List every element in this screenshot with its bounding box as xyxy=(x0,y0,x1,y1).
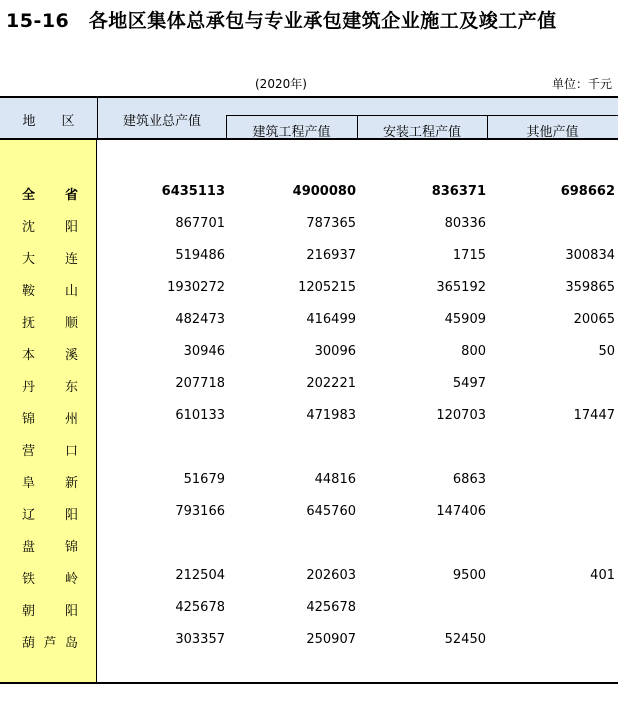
table-row xyxy=(0,496,618,528)
table-row xyxy=(0,336,618,368)
cell-installation: 9500 xyxy=(452,568,486,583)
cell-construction: 202603 xyxy=(306,568,356,583)
region-name xyxy=(22,248,78,267)
region-name-char: 营 xyxy=(22,444,36,459)
cell-installation: 6863 xyxy=(452,472,486,487)
cell-other: 300834 xyxy=(565,248,615,263)
region-name xyxy=(22,280,78,299)
cell-total: 6435113 xyxy=(161,184,225,199)
header-total: 建筑业总产值 xyxy=(122,114,201,129)
cell-construction: 216937 xyxy=(306,248,356,263)
region-name-char: 新 xyxy=(64,476,78,491)
region-name-char: 岭 xyxy=(64,572,78,587)
table-row xyxy=(0,464,618,496)
region-name xyxy=(22,344,78,363)
region-name-char: 葫 xyxy=(22,636,36,651)
cell-construction: 30096 xyxy=(314,344,356,359)
table-row xyxy=(0,528,618,560)
cell-construction: 471983 xyxy=(306,408,356,423)
table-header xyxy=(0,96,618,140)
cell-construction: 44816 xyxy=(314,472,356,487)
cell-other: 17447 xyxy=(573,408,615,423)
table-row xyxy=(0,400,618,432)
cell-installation: 1715 xyxy=(452,248,486,263)
cell-construction: 202221 xyxy=(306,376,356,391)
cell-construction: 4900080 xyxy=(292,184,356,199)
region-name-char: 溪 xyxy=(64,348,78,363)
region-name xyxy=(22,184,78,203)
region-name xyxy=(22,376,78,395)
cell-total: 51679 xyxy=(183,472,225,487)
cell-total: 212504 xyxy=(175,568,225,583)
header-installation: 安装工程产值 xyxy=(382,125,461,140)
region-name xyxy=(22,312,78,331)
cell-total: 30946 xyxy=(183,344,225,359)
cell-construction: 645760 xyxy=(306,504,356,519)
region-name-char: 锦 xyxy=(64,540,78,555)
unit-label: 单位：千元 xyxy=(551,77,612,91)
cell-installation: 5497 xyxy=(452,376,486,391)
header-construction: 建筑工程产值 xyxy=(252,125,331,140)
region-name xyxy=(22,440,78,459)
region-name-char: 沈 xyxy=(22,220,36,235)
region-name xyxy=(22,568,78,587)
cell-construction: 425678 xyxy=(306,600,356,615)
cell-construction: 787365 xyxy=(306,216,356,231)
region-name xyxy=(22,536,78,555)
cell-installation: 80336 xyxy=(444,216,486,231)
cell-other: 50 xyxy=(598,344,615,359)
region-name-char: 辽 xyxy=(22,508,36,523)
region-name-char: 大 xyxy=(22,252,36,267)
table-row xyxy=(0,432,618,464)
cell-other: 20065 xyxy=(573,312,615,327)
region-name-char: 本 xyxy=(22,348,36,363)
cell-total: 482473 xyxy=(175,312,225,327)
table-row xyxy=(0,304,618,336)
region-name-char: 阜 xyxy=(22,476,36,491)
cell-total: 793166 xyxy=(175,504,225,519)
cell-other: 359865 xyxy=(565,280,615,295)
cell-total: 303357 xyxy=(175,632,225,647)
region-name-char: 鞍 xyxy=(22,284,36,299)
region-name-char: 芦 xyxy=(43,636,57,651)
region-name-char: 抚 xyxy=(22,316,36,331)
cell-other: 698662 xyxy=(560,184,615,199)
region-name-char: 省 xyxy=(64,188,78,203)
region-name xyxy=(22,504,78,523)
header-divider xyxy=(487,116,488,138)
region-name-char: 锦 xyxy=(22,412,36,427)
region-name xyxy=(22,408,78,427)
header-region: 地 区 xyxy=(22,114,75,129)
region-name-char: 阳 xyxy=(64,220,78,235)
cell-installation: 800 xyxy=(461,344,486,359)
cell-total: 867701 xyxy=(175,216,225,231)
region-name-char: 顺 xyxy=(64,316,78,331)
cell-total: 1930272 xyxy=(167,280,225,295)
cell-installation: 836371 xyxy=(431,184,486,199)
table-row xyxy=(0,368,618,400)
region-name-char: 丹 xyxy=(22,380,36,395)
cell-total: 425678 xyxy=(175,600,225,615)
region-name-char: 铁 xyxy=(22,572,36,587)
header-divider xyxy=(226,116,227,138)
cell-installation: 120703 xyxy=(436,408,486,423)
region-name xyxy=(22,216,78,235)
header-divider xyxy=(357,116,358,138)
year-label: (2020年) xyxy=(255,77,307,91)
table-row-total xyxy=(0,176,618,208)
cell-construction: 1205215 xyxy=(298,280,356,295)
region-name-char: 山 xyxy=(64,284,78,299)
cell-installation: 147406 xyxy=(436,504,486,519)
page-title: 15-16 各地区集体总承包与专业承包建筑企业施工及竣工产值 xyxy=(6,10,557,32)
cell-total: 207718 xyxy=(175,376,225,391)
region-name-char: 岛 xyxy=(64,636,78,651)
region-name-char: 州 xyxy=(64,412,78,427)
region-name xyxy=(22,632,78,651)
header-subline xyxy=(226,115,618,116)
table-row xyxy=(0,240,618,272)
region-name-char: 阳 xyxy=(64,508,78,523)
region-name xyxy=(22,600,78,619)
region-name-char: 朝 xyxy=(22,604,36,619)
header-divider xyxy=(97,98,98,138)
cell-installation: 45909 xyxy=(444,312,486,327)
table-row xyxy=(0,624,618,656)
cell-installation: 52450 xyxy=(444,632,486,647)
cell-other: 401 xyxy=(590,568,615,583)
region-name-char: 连 xyxy=(64,252,78,267)
region-name-char: 东 xyxy=(64,380,78,395)
cell-construction: 250907 xyxy=(306,632,356,647)
region-name-char: 全 xyxy=(22,188,36,203)
table-row xyxy=(0,208,618,240)
region-name-char: 口 xyxy=(64,444,78,459)
region-name-char: 盘 xyxy=(22,540,36,555)
cell-installation: 365192 xyxy=(436,280,486,295)
header-other: 其他产值 xyxy=(526,125,579,140)
table-row xyxy=(0,592,618,624)
region-name xyxy=(22,472,78,491)
table-row xyxy=(0,272,618,304)
table-row xyxy=(0,560,618,592)
cell-total: 610133 xyxy=(175,408,225,423)
cell-total: 519486 xyxy=(175,248,225,263)
region-name-char: 阳 xyxy=(64,604,78,619)
cell-construction: 416499 xyxy=(306,312,356,327)
table-bottom-rule xyxy=(0,682,618,684)
